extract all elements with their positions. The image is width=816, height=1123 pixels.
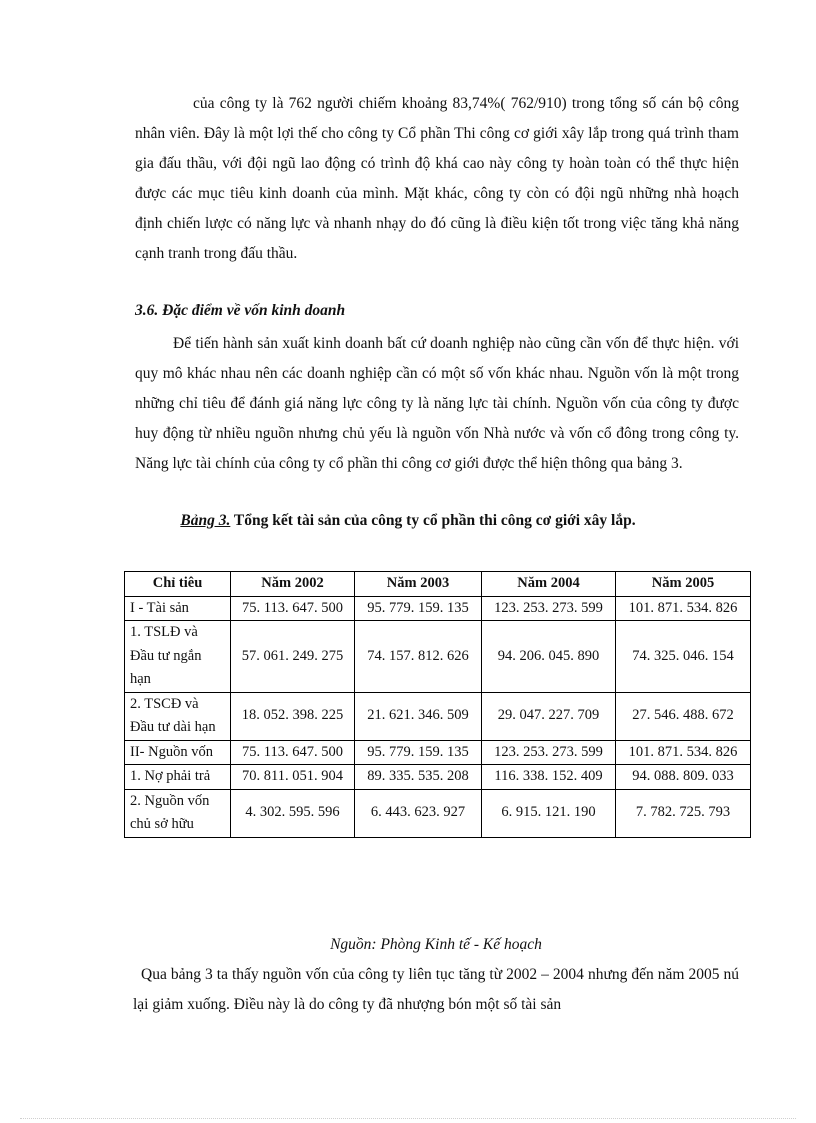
table-row <box>125 621 751 693</box>
header-year-2005: Năm 2005 <box>616 572 751 597</box>
header-indicator: Chỉ tiêu <box>125 572 231 597</box>
table-cell: 57. 061. 249. 275 <box>231 621 355 693</box>
row-label: 1. Nợ phải trả <box>125 765 231 790</box>
paragraph-workforce: của công ty là 762 người chiếm khoảng 83,74%( 762/910) trong tổng số cán bộ công nhân viên. Đây là một lợi thế cho công ty Cổ phần Thi công cơ giới xây lắp trong quá trình tham gia đấu thầu, với đội ngũ lao động có trình độ khá cao này công ty hoàn toàn có thể thực hiện được các mục tiêu kinh doanh của mình. Mặt khác, công ty còn có đội ngũ những nhà hoạch định chiến lược có năng lực và nhanh nhạy do đó cũng là điều kiện tốt trong việc tăng khả năng cạnh tranh trong đấu thầu. <box>135 95 739 262</box>
asset-summary-table <box>124 571 751 838</box>
table-cell: 116. 338. 152. 409 <box>482 765 616 790</box>
table-cell: 74. 325. 046. 154 <box>616 621 751 693</box>
table-header-row <box>125 572 751 597</box>
table-row <box>125 596 751 621</box>
header-year-2004: Năm 2004 <box>482 572 616 597</box>
header-year-2003: Năm 2003 <box>355 572 482 597</box>
table-cell: 95. 779. 159. 135 <box>355 740 482 765</box>
table-cell: 75. 113. 647. 500 <box>231 596 355 621</box>
table-cell: 101. 871. 534. 826 <box>616 740 751 765</box>
page-bottom-divider <box>20 1118 796 1119</box>
table-cell: 74. 157. 812. 626 <box>355 621 482 693</box>
row-label: 2. TSCĐ và Đầu tư dài hạn <box>125 692 231 740</box>
table-cell: 70. 811. 051. 904 <box>231 765 355 790</box>
table-cell: 6. 443. 623. 927 <box>355 789 482 837</box>
table-source-note: Nguồn: Phòng Kinh tế - Kế hoạch <box>330 936 542 953</box>
paragraph-analysis: Qua bảng 3 ta thấy nguồn vốn của công ty liên tục tăng từ 2002 – 2004 nhưng đến năm 2005 nú lại giảm xuống. Điều này là do công ty đã nhượng bón một số tài sản <box>133 966 739 1013</box>
table-cell: 29. 047. 227. 709 <box>482 692 616 740</box>
table-cell: 4. 302. 595. 596 <box>231 789 355 837</box>
table-caption <box>0 512 816 530</box>
section-heading: 3.6. Đặc điểm về vốn kinh doanh <box>135 302 346 319</box>
table-cell: 7. 782. 725. 793 <box>616 789 751 837</box>
table-caption-title: Tổng kết tài sản của công ty cổ phần thi công cơ giới xây lắp. <box>230 512 636 529</box>
table-cell: 123. 253. 273. 599 <box>482 740 616 765</box>
table-cell: 94. 088. 809. 033 <box>616 765 751 790</box>
table-row <box>125 692 751 740</box>
table-caption-label: Bảng 3. <box>180 512 231 529</box>
table-cell: 6. 915. 121. 190 <box>482 789 616 837</box>
table-cell: 21. 621. 346. 509 <box>355 692 482 740</box>
header-year-2002: Năm 2002 <box>231 572 355 597</box>
row-label: I - Tài sản <box>125 596 231 621</box>
row-label: 1. TSLĐ và Đầu tư ngắn hạn <box>125 621 231 693</box>
table-cell: 95. 779. 159. 135 <box>355 596 482 621</box>
table-cell: 94. 206. 045. 890 <box>482 621 616 693</box>
row-label: 2. Nguồn vốn chủ sở hữu <box>125 789 231 837</box>
table-cell: 89. 335. 535. 208 <box>355 765 482 790</box>
table-cell: 123. 253. 273. 599 <box>482 596 616 621</box>
table-row <box>125 789 751 837</box>
table-cell: 18. 052. 398. 225 <box>231 692 355 740</box>
row-label: II- Nguồn vốn <box>125 740 231 765</box>
table-row <box>125 765 751 790</box>
table-cell: 75. 113. 647. 500 <box>231 740 355 765</box>
table-cell: 101. 871. 534. 826 <box>616 596 751 621</box>
table-row <box>125 740 751 765</box>
paragraph-capital: Để tiến hành sản xuất kinh doanh bất cứ doanh nghiệp nào cũng cần vốn để thực hiện. với quy mô khác nhau nên các doanh nghiệp cần có một số vốn khác nhau. Nguồn vốn là một trong những chỉ tiêu để đánh giá năng lực công ty là năng lực tài chính. Nguồn vốn của công ty được huy động từ nhiều nguồn nhưng chủ yếu là nguồn vốn Nhà nước và vốn cổ đông trong công ty. Năng lực tài chính của công ty cổ phần thi công cơ giới được thể hiện thông qua bảng 3. <box>135 335 739 472</box>
table-cell: 27. 546. 488. 672 <box>616 692 751 740</box>
